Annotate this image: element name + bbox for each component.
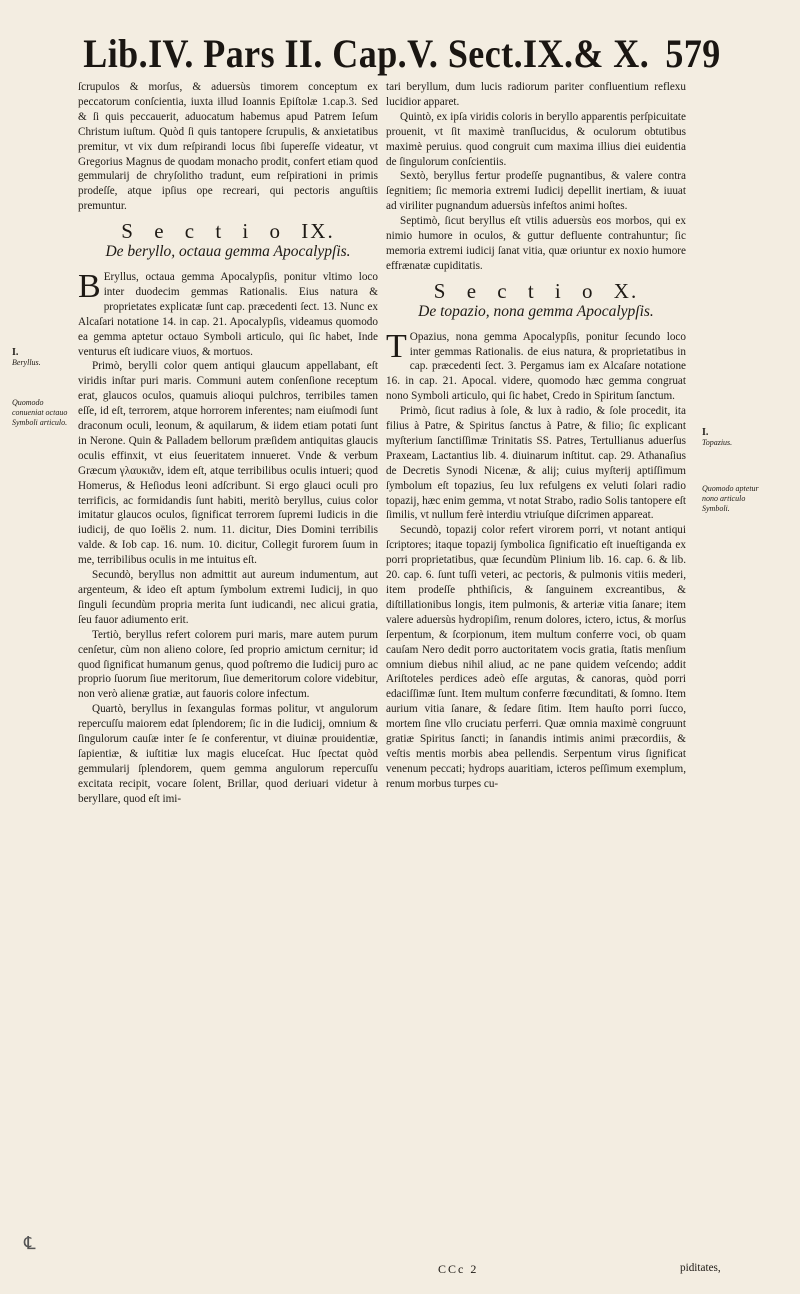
right-column bbox=[386, 80, 686, 792]
dropcap: T bbox=[386, 327, 407, 365]
section-x-para-1 bbox=[386, 327, 686, 405]
margin-note-text: Beryllus. bbox=[12, 358, 41, 367]
running-head bbox=[42, 30, 762, 77]
section-x-title: De topazio, nona gemma Apocalypſis. bbox=[418, 302, 654, 320]
section-ix-para-1-text: Eryllus, octaua gemma Apocalypſis, ponitur vltimo loco inter duodecim gemmas Rationalis. Eius natura & proprietates explicatæ ſunt cap. præcedenti ſect. 13. Nunc ex Alcaſari notatione 14. in cap. 21. Apocalypſis, videamus quomodo ea gemma aptetur octauo Symboli articulo, qui ſic habet, Inde venturus eſt iudicare viuos, & mortuos. bbox=[78, 270, 378, 358]
section-ix-heading bbox=[78, 219, 378, 244]
left-column bbox=[78, 80, 378, 807]
margin-note-quomodo-right: Quomodo aptetur nono articulo Symboli. bbox=[702, 484, 759, 513]
section-number: X. bbox=[613, 278, 639, 303]
running-head-title: Lib.IV. Pars II. Cap.V. Sect.IX.& X. bbox=[83, 31, 650, 76]
section-x-para-2: Primò, ſicut radius à ſole, & lux à radio, & ſole procedit, ita filius à Patre, & Spiritus ſanctus à Patre, & filio; ſic explicant myſterium ſanctiſſimæ Trinitatis SS. Patres, Tertullianus aduerſus Praxeam, Lactantius lib. 4. diuinarum inſtitut. cap. 29. Athanaſius de Decretis Synodi Nicenæ, & alij; cuius myſterij aptiſſimum ſymbolum eſt topazius, ſeu lux refulgens ex veluti ſolari radio topazij, hæc enim gemma, vt notat Strabo, radio Solis tantopere eſt ſimilis, vt nullum ferè interdiu vtriuſque diſcrimen appareat. bbox=[386, 405, 686, 522]
margin-note-number: I. bbox=[12, 347, 19, 358]
dropcap: B bbox=[78, 267, 101, 305]
section-x-heading bbox=[386, 278, 686, 303]
left-top-text: ſcrupulos & morſus, & aduersùs timorem conceptum ex peccatorum conſcientia, iuxta illud Ioannis Epiſtolæ 1.cap.3. Sed & ſi quis peccauerit, aduocatum habemus apud Patrem Ieſum Christum iuſtum. Quòd ſi quis tantopere ſcrupulis, & anxietatibus premitur, vt vix dum reſpirandi locus ſibi ſupereſſe videatur, vt Gregorius Magnus de quodam monacho prodit, confert etiam quod gemmularij de chryſolitho tradunt, eum reſpirationi in primis prodeſſe, atque ipſius ope recreari, qui pectoris anguſtiis premuntur. bbox=[78, 81, 378, 213]
stray-mark: ℄ bbox=[24, 1233, 36, 1253]
section-ix-para-5: Quartò, beryllus in ſexangulas formas politur, vt angulorum repercuſſu maiorem edat ſplendorem; ſic in die Iudicij, omnium & ſingulorum cauſæ inter ſe ſe conferentur, vt diuinæ prouidentiæ, ſapientiæ, & iuſtitiæ lux magis eluceſcat. Huc ſpectat quòd gemmularij ſplendorem, quem gemma angulorum repercuſſu excitata recipit, vocare ſolent, Brillar, quod deriuari videtur à beryllare, quod eſt imi- bbox=[78, 703, 378, 805]
page-number: 579 bbox=[665, 31, 721, 76]
para-septimo: Septimò, ſicut beryllus eſt vtilis aduersùs eos morbos, qui ex nimio humore in oculos, & guttur defluente contrahuntur; ſic memoria extremi iudicij ſanat vitia, quæ oriuntur ex noxio humore effrænatæ cupiditatis. bbox=[386, 215, 686, 272]
section-x-para-3: Secundò, topazij color refert virorem porri, vt notant antiqui ſcriptores; itaque topazij ſymbolica ſignificatio eſt inueſtiganda ex porri proprietatibus, quæ ſecundùm Plinium lib. 16. cap. 6. & lib. 20. cap. 6. ſunt tuſſi veteri, ac pectoris, & pulmonis vitiis mederi, item prodeſſe phthiſicis, & ſanguinem excreantibus, & diſtillationibus longis, item pulmonis, & arteriæ vitia ſanare; item valere aduersùs hydropiſim, renum dolores, ictero, ictus, & morſus ſerpentum, & ſcorpionum, item multum conferre voci, ob quam cauſam Nero dedit porro auctoritatem vocis gratia, ſtatis menſium omnium diebus nihil aliud, ac ne pane quidem veſcendo; addit Ariſtoteles perdices adeò eſſe argutas, & canoras, quòd porri edaciſſimæ ſunt. Item multum conferre fœcunditati, & ſomno. Item aurium vitia ſanare, & ſedare ſitim. Item hauſto porri ſucco, mortem ſine vllo cruciatu perferri. Quæ omnia maximè congruunt gratiæ Spiritus ſancti; in ſanandis intimis animi præcordiis, & veſtis mentis morbis abea pellendis. Serpentum virus ſignificat venenum peccati; hydrops auaritiam, icteros peſſimum exemplum, renum morbus turpes cu- bbox=[386, 524, 686, 790]
para-quinto: Quintò, ex ipſa viridis coloris in beryllo apparentis perſpicuitate prouenit, vt ſit maximè tranſlucidus, & oculorum obtutibus maximè peruius. quod congruit cum maxima illius diei euidentia de ſingulorum conſcientiis. bbox=[386, 110, 686, 168]
margin-note-topazius bbox=[702, 428, 764, 448]
section-ix-para-1 bbox=[78, 267, 378, 359]
margin-note-beryllus bbox=[12, 348, 74, 368]
section-number: IX. bbox=[301, 219, 335, 244]
signature-mark: CCc 2 bbox=[438, 1262, 479, 1276]
catchword: piditates, bbox=[680, 1262, 721, 1274]
margin-note-number: I. bbox=[702, 427, 709, 438]
margin-note-quomodo-left: Quomodo conueniat octauo Symboli articulo. bbox=[12, 398, 68, 427]
para-sexto: Sextò, beryllus fertur prodeſſe pugnantibus, & valere contra ſegnitiem; ſic memoria extremi Iudicij depellit inertiam, & iuuat ad viriliter pugnandum aduersùs infeſtos animi hoſtes. bbox=[386, 170, 686, 213]
right-top-text: tari beryllum, dum lucis radiorum pariter confluentium reflexu lucidior apparet. bbox=[386, 81, 686, 108]
section-x-para-1-text: Opazius, nona gemma Apocalypſis, ponitur ſecundo loco inter gemmas Rationalis. de eius natura, & proprietatibus in cap. præcedenti ſect. 3. Pergamus iam ex Alcaſare notatione 16. in cap. 21. Apocal. videre, quomodo hæc gemma congruat nono Symboli articulo, qui ſic habet, Credo in Spiritum ſanctum. bbox=[386, 330, 686, 403]
section-ix-para-2: Primò, berylli color quem antiqui glaucum appellabant, eſt viridis inſtar puri maris. Communi autem conſenſione receptum erat, glaucos oculos, quamuis alioqui pulchros, terribiles tamen eſſe, id eſt, terrorem, atque horrorem inferentes; nam eiuſmodi ſunt draconum oculi, leonum, & aquilarum, & iidem etiam potati ſunt in Nerone. Quin & Palladem bellorum præſidem antiquitas glaucis oculis effinxit, vt eius ſeueritatem innueret. Vnde & verbum Græcum γλαυκιᾶν, idem eſt, atque terribilibus oculis intueri; quod Homerus, & Heſiodus leoni adſcribunt. Si ergo glauci oculi pro terrificis, ac formidandis ſunt habiti, meritò beryllus, cuius color imitatur glaucos oculos, ſignificat terrorem ſupremi Iudicis in die iudicij, de quo Ioëlis 2. num. 11. dicitur, Dies Domini terribilis valde. & Iob cap. 16. num. 10. dicitur, Collegit furorem ſuum in me, terribilibus oculis in me intuitus eſt. bbox=[78, 360, 378, 567]
margin-note-text: Topazius. bbox=[702, 438, 733, 447]
section-label: S e c t i o bbox=[433, 278, 601, 303]
section-label: S e c t i o bbox=[121, 219, 289, 244]
section-ix-para-3: Secundò, beryllus non admittit aut aureum indumentum, aut argenteum, & ideo eſt aptum ſymbolum extremi Iudicij, in quo ſinguli ſecundùm propria merita ſunt iudicandi, nec alicui gratia, ſeu fauor adiumento erit. bbox=[78, 569, 378, 626]
section-ix-para-4: Tertiò, beryllus refert colorem puri maris, mare autem purum cenſetur, cùm non alieno colore, ſed proprio amictum cernitur; id quod ſignificat humanum genus, quod poſtremo die Iudicij puro ac proprio ſuorum ſiue meritorum, ſiue demeritorum colore videbitur, non verò alienæ gratiæ, aut fauoris colore infectum. bbox=[78, 628, 378, 701]
section-ix-title: De beryllo, octaua gemma Apocalypſis. bbox=[105, 243, 351, 261]
